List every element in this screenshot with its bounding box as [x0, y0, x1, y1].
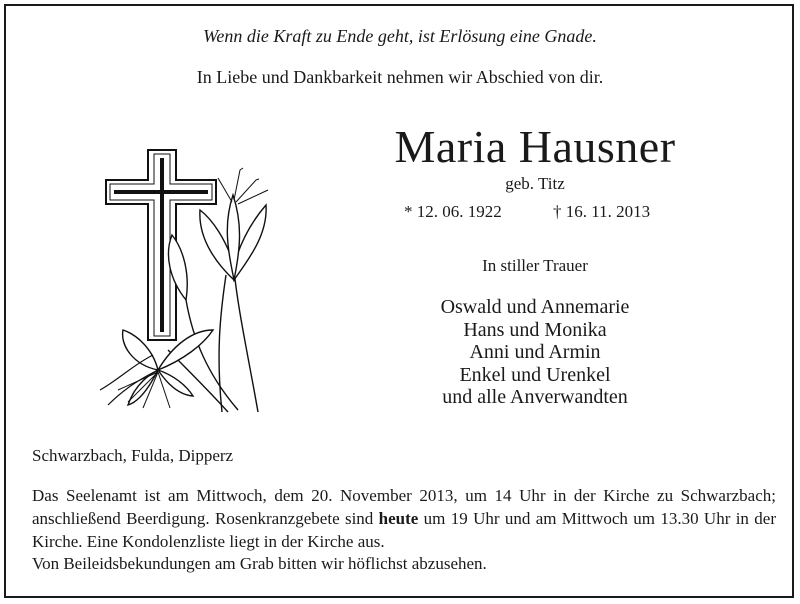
- mourner-line: Oswald und Annemarie: [440, 296, 630, 318]
- mourner-line: Enkel und Urenkel: [459, 363, 611, 386]
- mourner-line: Hans und Monika: [463, 318, 607, 341]
- service-notice-text-cont: um 19 Uhr und am Mittwoch um 13.30 Uhr in der Kirche. Eine Kondolenzliste liegt in der Kirche aus.: [32, 509, 776, 551]
- mourning-line: In stiller Trauer: [482, 256, 588, 275]
- service-notice: [32, 484, 776, 553]
- service-notice-text: Das Seelenamt ist am Mittwoch, dem 20. November 2013, um 14 Uhr in der Kirche zu Schwarzbach; anschließend Beerdigung. Rosenkranzgebete sind: [32, 486, 776, 528]
- cross-with-lilies-icon: [98, 140, 278, 415]
- birth-date: * 12. 06. 1922: [404, 202, 502, 221]
- service-notice-emphasis: heute: [378, 509, 419, 528]
- condolence-request: Von Beileidsbekundungen am Grab bitten wir höflichst abzusehen.: [32, 554, 487, 573]
- mourner-line: Anni und Armin: [469, 341, 601, 363]
- farewell-line: In Liebe und Dankbarkeit nehmen wir Abschied von dir.: [196, 67, 604, 87]
- motto: Wenn die Kraft zu Ende geht, ist Erlösung eine Gnade.: [203, 26, 597, 46]
- mourner-line: und alle Anverwandten: [442, 386, 628, 408]
- death-date: † 16. 11. 2013: [553, 202, 651, 221]
- deceased-name: Maria Hausner: [394, 121, 676, 172]
- maiden-name: geb. Titz: [505, 174, 565, 193]
- mourners-list: [380, 296, 690, 409]
- places: Schwarzbach, Fulda, Dipperz: [32, 446, 234, 465]
